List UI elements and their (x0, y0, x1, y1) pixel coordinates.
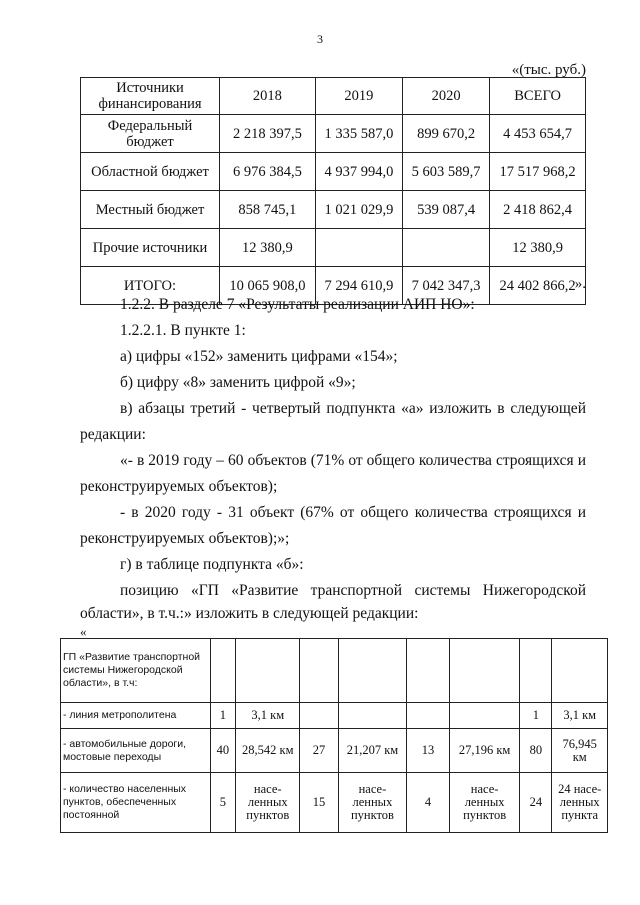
table-cell (210, 639, 236, 703)
table-cell: насе-ленных пунктов (236, 773, 300, 833)
paragraph: редакции: (80, 426, 146, 443)
paragraph: реконструируемых объектов); (80, 478, 278, 495)
financing-table-header (81, 78, 586, 115)
table-cell: 24 (520, 773, 552, 833)
table-cell: 3,1 км (552, 703, 608, 729)
header-cell: 2018 (220, 78, 316, 115)
paragraph: в) абзацы третий - четвертый подпункта «а» изложить в следующей (120, 400, 586, 417)
table-cell: Федеральный бюджет (81, 115, 220, 153)
table-cell: 5 (210, 773, 236, 833)
table-cell: 3,1 км (236, 703, 300, 729)
table-cell: 21,207 км (338, 729, 406, 773)
header-cell: Источники финансирования (81, 78, 220, 115)
table-cell: 24 насе-ленных пункта (552, 773, 608, 833)
table-row (81, 153, 586, 191)
table-cell: Прочие источники (81, 229, 220, 267)
table-row (61, 639, 608, 703)
table-cell (520, 639, 552, 703)
table-cell: 2 418 862,4 (490, 191, 586, 229)
table-cell: 7 294 610,9 (315, 267, 402, 305)
financing-table (80, 77, 586, 305)
table-cell: 80 (520, 729, 552, 773)
table-cell: 12 380,9 (490, 229, 586, 267)
header-cell: ВСЕГО (490, 78, 586, 115)
open-quote: « (80, 624, 87, 639)
table-cell: 13 (407, 729, 450, 773)
paragraph: области», в т.ч.:» изложить в следующей редакции: (80, 605, 419, 622)
header-cell: 2019 (315, 78, 402, 115)
table-cell: 24 402 866,2 (490, 267, 586, 305)
table-cell (236, 639, 300, 703)
table-cell: - линия метрополитена (61, 703, 211, 729)
table-cell: 1 (210, 703, 236, 729)
paragraph: б) цифру «8» заменить цифрой «9»; (120, 374, 356, 391)
table-cell: 4 937 994,0 (315, 153, 402, 191)
table-cell: 2 218 397,5 (220, 115, 316, 153)
table-cell: 15 (300, 773, 338, 833)
table-cell: Местный бюджет (81, 191, 220, 229)
paragraph: 1.2.2.1. В пункте 1: (120, 322, 246, 339)
table-cell: 7 042 347,3 (402, 267, 489, 305)
table-cell: насе-ленных пунктов (338, 773, 406, 833)
table-cell: ГП «Развитие транспортной системы Нижегородской области», в т.ч: (61, 639, 211, 703)
table-cell: 539 087,4 (402, 191, 489, 229)
table-cell (315, 229, 402, 267)
table-cell: - количество населенных пунктов, обеспеченных постоянной (61, 773, 211, 833)
table-cell: ИТОГО: (81, 267, 220, 305)
table-cell (449, 703, 520, 729)
paragraph: 1.2.2. В разделе 7 «Результаты реализации АИП НО»: (120, 296, 475, 313)
table-cell (449, 639, 520, 703)
table-cell: 27 (300, 729, 338, 773)
table-cell: 1 (520, 703, 552, 729)
table-cell: 6 976 384,5 (220, 153, 316, 191)
page-number: 3 (317, 32, 323, 46)
paragraph: реконструируемых объектов);»; (80, 530, 290, 547)
paragraph: г) в таблице подпункта «б»: (120, 556, 304, 573)
paragraph: а) цифры «152» заменить цифрами «154»; (120, 348, 398, 365)
table-row (61, 773, 608, 833)
table-cell: 4 453 654,7 (490, 115, 586, 153)
table-cell (300, 639, 338, 703)
paragraph: «- в 2019 году – 60 объектов (71% от общего количества строящихся и (120, 452, 586, 469)
table-row (81, 191, 586, 229)
table-cell: Областной бюджет (81, 153, 220, 191)
table-cell: 858 745,1 (220, 191, 316, 229)
table-cell: 899 670,2 (402, 115, 489, 153)
table-cell (338, 703, 406, 729)
table-cell (407, 703, 450, 729)
header-cell: 2020 (402, 78, 489, 115)
table-row (81, 115, 586, 153)
table-row (61, 729, 608, 773)
table-cell: 40 (210, 729, 236, 773)
table-cell: насе-ленных пунктов (449, 773, 520, 833)
table-cell: 4 (407, 773, 450, 833)
paragraph: - в 2020 году - 31 объект (67% от общего количества строящихся и (120, 504, 586, 521)
closing-quote: ». (574, 276, 586, 292)
table-cell (338, 639, 406, 703)
table-cell: 1 021 029,9 (315, 191, 402, 229)
table-cell: 12 380,9 (220, 229, 316, 267)
paragraph: позицию «ГП «Развитие транспортной системы Нижегородской (120, 582, 586, 599)
table-cell: 5 603 589,7 (402, 153, 489, 191)
table-cell: 76,945 км (552, 729, 608, 773)
table-cell: 1 335 587,0 (315, 115, 402, 153)
units-label: «(тыс. руб.) (511, 62, 586, 78)
table-cell: 28,542 км (236, 729, 300, 773)
table-row (81, 229, 586, 267)
table-row (61, 703, 608, 729)
table-cell: 27,196 км (449, 729, 520, 773)
table-cell (402, 229, 489, 267)
table-cell (552, 639, 608, 703)
table-cell (300, 703, 338, 729)
table-cell: 17 517 968,2 (490, 153, 586, 191)
program-table (60, 638, 608, 833)
table-cell: - автомобильные дороги, мостовые переходы (61, 729, 211, 773)
table-cell (407, 639, 450, 703)
table-cell: 10 065 908,0 (220, 267, 316, 305)
